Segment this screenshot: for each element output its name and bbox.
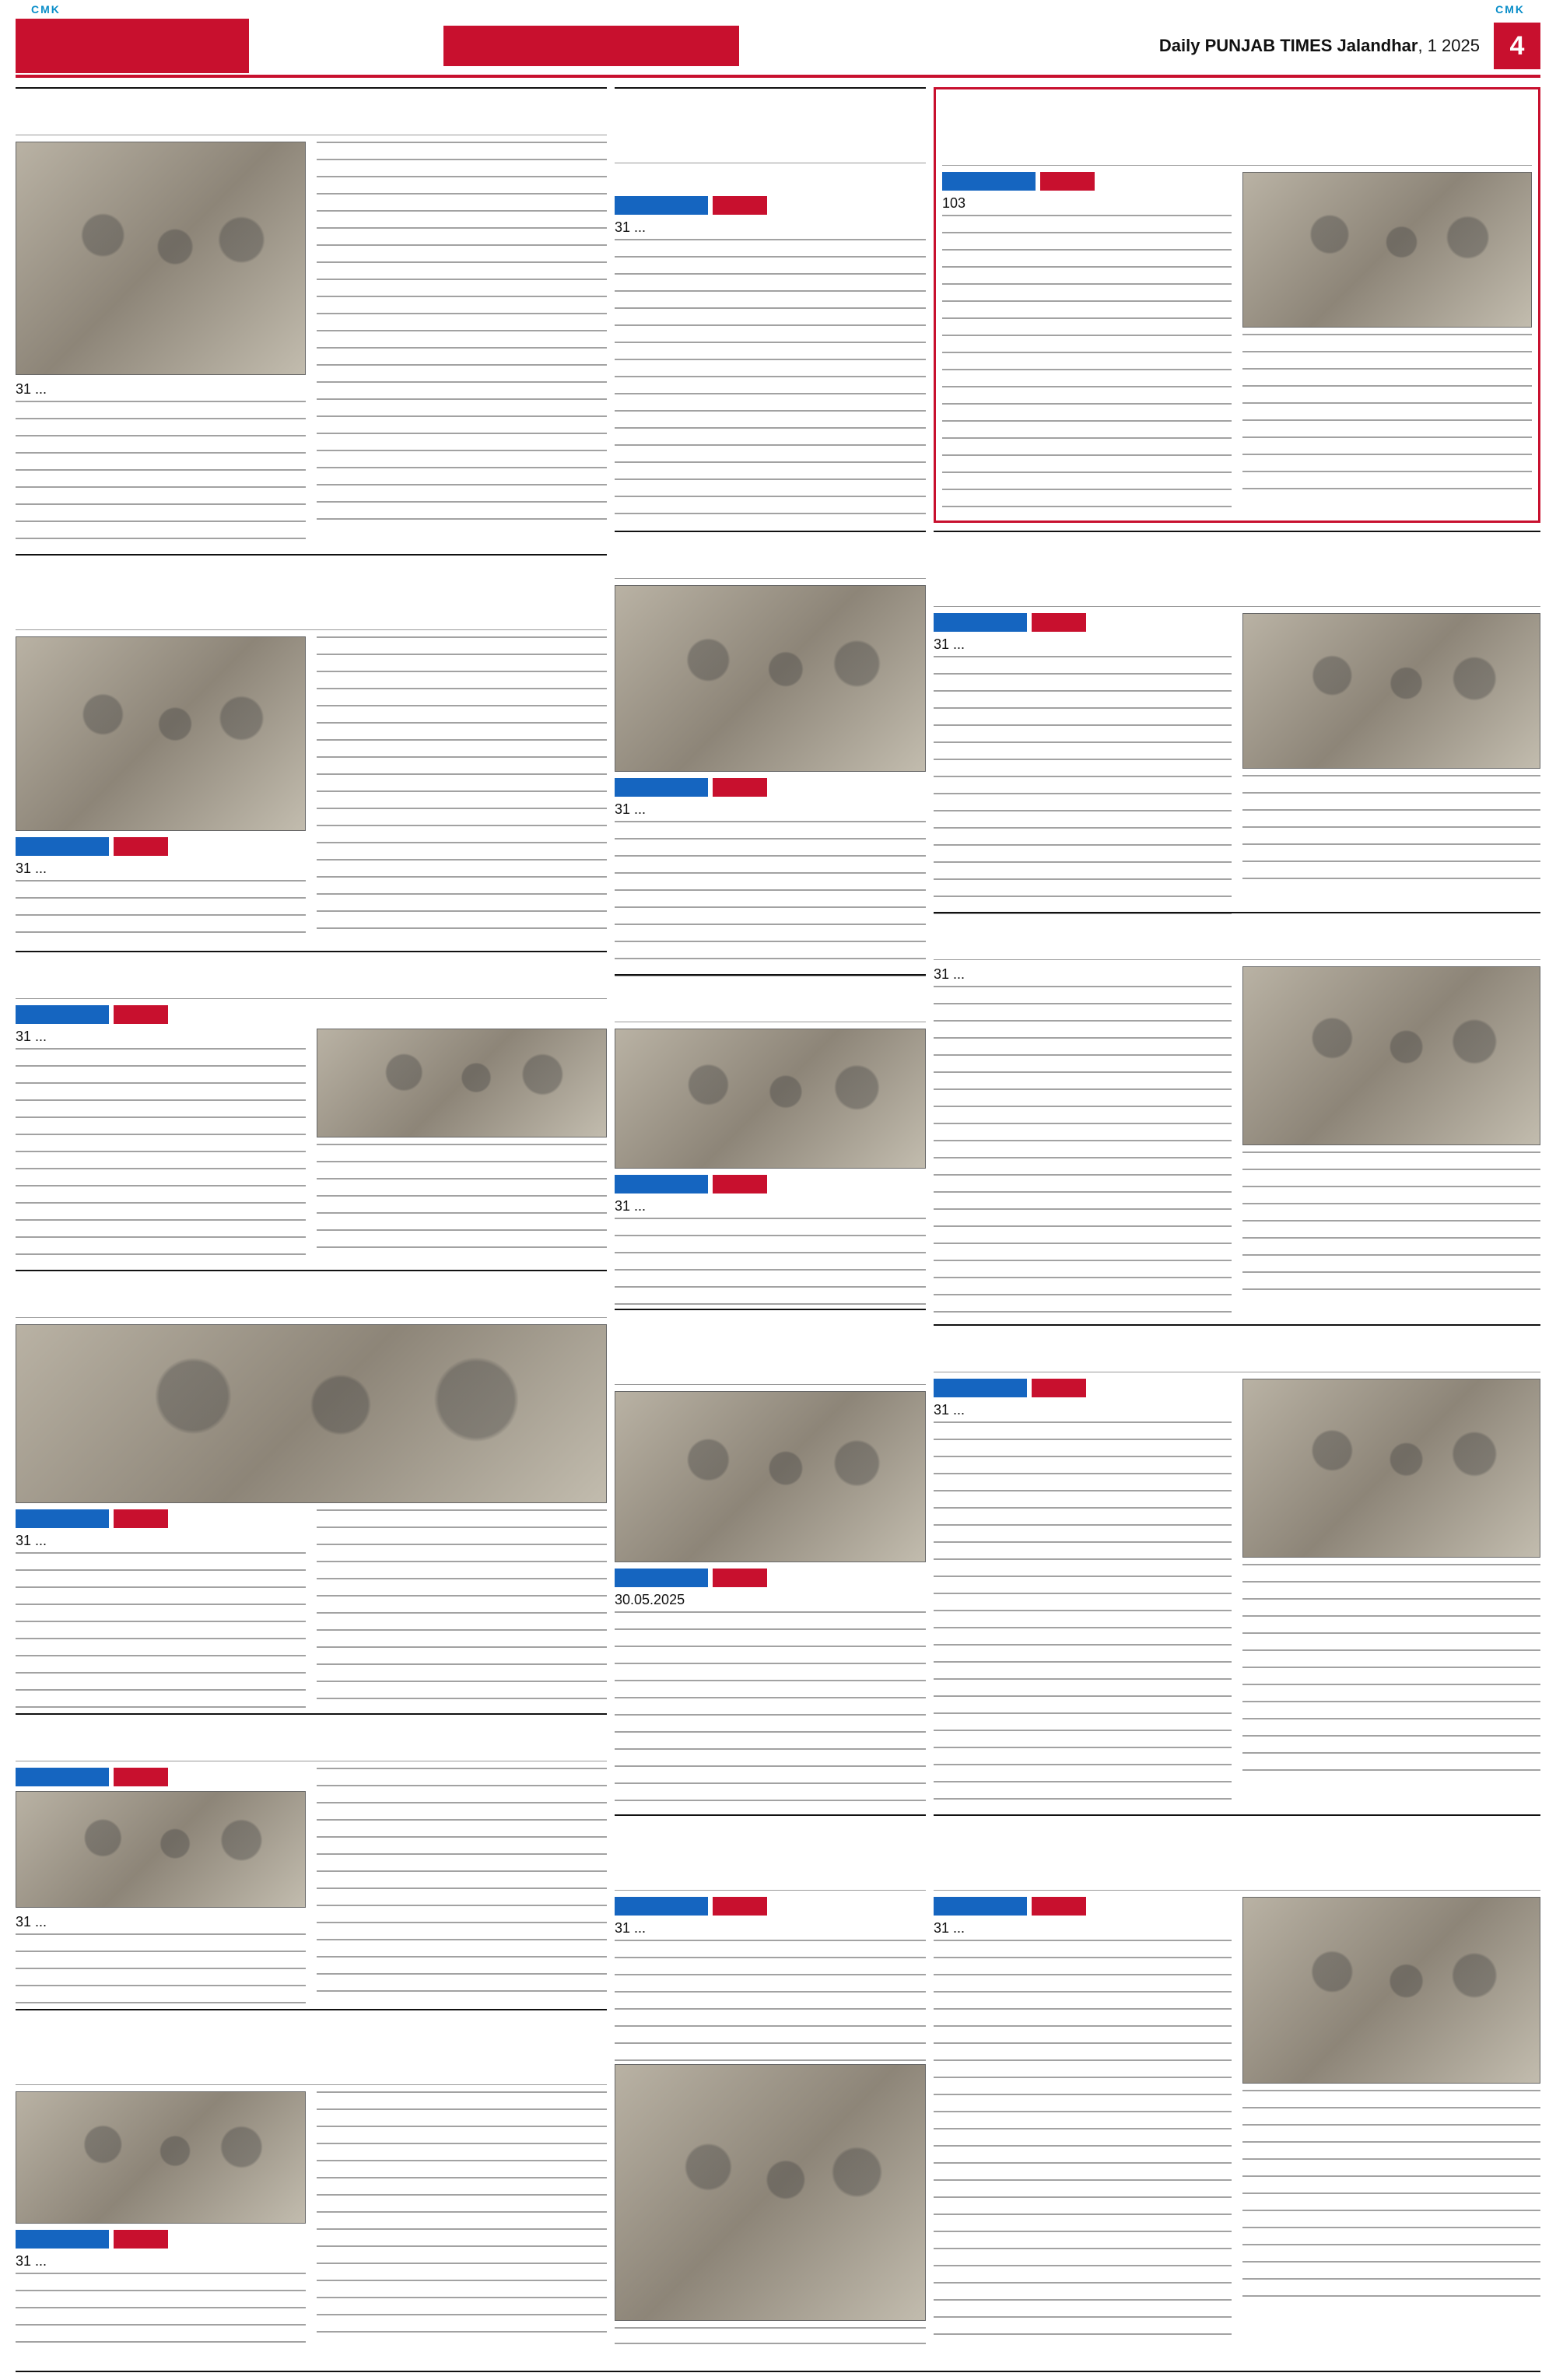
article-body — [16, 1048, 306, 1266]
brand-logo — [16, 19, 249, 73]
article-headline — [934, 1821, 1540, 1891]
article-photo — [317, 1029, 607, 1137]
article-body — [1242, 334, 1532, 489]
section-badge — [615, 1569, 767, 1587]
article-dateline: 31 ... — [615, 219, 647, 235]
article-dateline: 31 ... — [934, 1402, 965, 1418]
article-body — [934, 1421, 1232, 1810]
article-body — [317, 1144, 607, 1260]
photo-caption — [615, 2327, 926, 2358]
section-badge — [615, 196, 767, 215]
paper-name: Daily PUNJAB TIMES Jalandhar — [1158, 36, 1418, 55]
article-9 — [615, 531, 926, 966]
article-photo — [615, 585, 926, 772]
article-headline — [16, 2015, 607, 2085]
footer-rule — [16, 2371, 1540, 2372]
article-photo — [16, 1791, 306, 1908]
article-headline — [16, 1719, 607, 1761]
article-headline — [615, 537, 926, 579]
article-headline — [16, 93, 607, 135]
article-body — [615, 1611, 926, 1814]
paper-dateline: Daily PUNJAB TIMES Jalandhar, 1 2025 — [1158, 36, 1480, 55]
article-headline — [934, 918, 1540, 960]
article-dateline: 31 ... — [615, 801, 647, 817]
article-photo — [1242, 966, 1540, 1145]
section-badge — [16, 2230, 168, 2249]
article-dateline: 31 ... — [16, 381, 47, 397]
article-body — [16, 2273, 306, 2343]
article-dateline: 103 — [942, 195, 966, 211]
registration-mark-right: CMK — [1495, 3, 1525, 16]
article-dateline: 31 ... — [934, 1920, 965, 1936]
article-body — [317, 636, 607, 932]
article-13-boxed — [934, 87, 1540, 523]
article-body — [16, 401, 306, 541]
article-16 — [934, 1324, 1540, 1807]
article-photo — [1242, 1897, 1540, 2084]
article-body — [317, 1509, 607, 1704]
section-badge — [934, 613, 1086, 632]
article-headline — [16, 560, 607, 630]
article-body — [934, 656, 1232, 920]
article-dateline: 31 ... — [16, 861, 47, 876]
article-8-photo — [809, 132, 926, 137]
article-body — [1242, 2090, 1540, 2308]
section-badge — [16, 1005, 168, 1024]
article-body — [16, 880, 306, 942]
article-12 — [615, 1814, 926, 2359]
article-body — [615, 239, 926, 519]
article-body — [615, 1940, 926, 2064]
article-dateline: 31 ... — [16, 1533, 47, 1548]
article-photo — [16, 636, 306, 831]
article-headline — [615, 93, 926, 163]
article-body — [942, 215, 1232, 510]
article-body — [317, 1768, 607, 1993]
article-4 — [16, 1270, 607, 1705]
article-photo — [615, 2064, 926, 2321]
article-7 — [615, 87, 926, 523]
article-photo — [615, 1391, 926, 1562]
article-14 — [934, 531, 1540, 904]
article-body — [16, 1552, 306, 1708]
registration-mark-left: CMK — [31, 3, 61, 16]
section-badge — [16, 1509, 168, 1528]
section-badge — [934, 1379, 1086, 1397]
article-headline — [942, 96, 1532, 166]
article-6 — [16, 2009, 607, 2359]
article-3 — [16, 951, 607, 1262]
article-dateline: 31 ... — [16, 2253, 47, 2269]
article-body — [934, 986, 1232, 1313]
article-dateline: 31 ... — [16, 1029, 47, 1044]
article-photo — [1242, 1379, 1540, 1558]
article-headline — [16, 957, 607, 999]
article-2 — [16, 554, 607, 943]
article-body — [1242, 1151, 1540, 1299]
article-dateline: 31 ... — [615, 1198, 647, 1214]
article-5 — [16, 1713, 607, 2001]
article-1 — [16, 87, 607, 546]
article-dateline: 31 ... — [934, 966, 965, 982]
article-photo — [1242, 613, 1540, 769]
article-body — [934, 1940, 1232, 2344]
article-15 — [934, 912, 1540, 1316]
article-body — [615, 821, 926, 976]
article-headline — [615, 1315, 926, 1385]
section-badge — [16, 1768, 168, 1786]
article-body — [317, 142, 607, 531]
article-dateline: 30.05.2025 — [615, 1592, 685, 1607]
article-headline — [934, 1330, 1540, 1372]
article-photo — [16, 142, 306, 375]
article-photo — [615, 1029, 926, 1169]
article-body — [615, 1218, 926, 1319]
article-dateline: 31 ... — [934, 636, 965, 652]
article-headline — [934, 537, 1540, 607]
article-17 — [934, 1814, 1540, 2359]
article-dateline: 31 ... — [615, 1920, 647, 1936]
article-dateline: 31 ... — [16, 1914, 47, 1930]
article-10 — [615, 974, 926, 1301]
section-badge — [934, 1897, 1086, 1916]
section-badge — [615, 1897, 767, 1916]
section-badge — [615, 778, 767, 797]
article-subhead — [615, 170, 926, 191]
section-tag — [443, 26, 739, 66]
article-photo — [1242, 172, 1532, 328]
article-body — [317, 2091, 607, 2348]
article-body — [1242, 775, 1540, 884]
article-headline — [16, 1276, 607, 1318]
masthead — [16, 17, 1540, 78]
article-photo — [16, 2091, 306, 2224]
issue-date: 1 2025 — [1427, 36, 1480, 55]
article-headline — [615, 980, 926, 1022]
article-11 — [615, 1309, 926, 1807]
article-photo — [16, 1324, 607, 1503]
section-badge — [16, 837, 168, 856]
page-number: 4 — [1494, 23, 1540, 69]
section-badge — [942, 172, 1095, 191]
article-headline — [615, 1821, 926, 1891]
section-badge — [615, 1175, 767, 1194]
article-body — [1242, 1564, 1540, 1774]
article-body — [16, 1933, 306, 2011]
